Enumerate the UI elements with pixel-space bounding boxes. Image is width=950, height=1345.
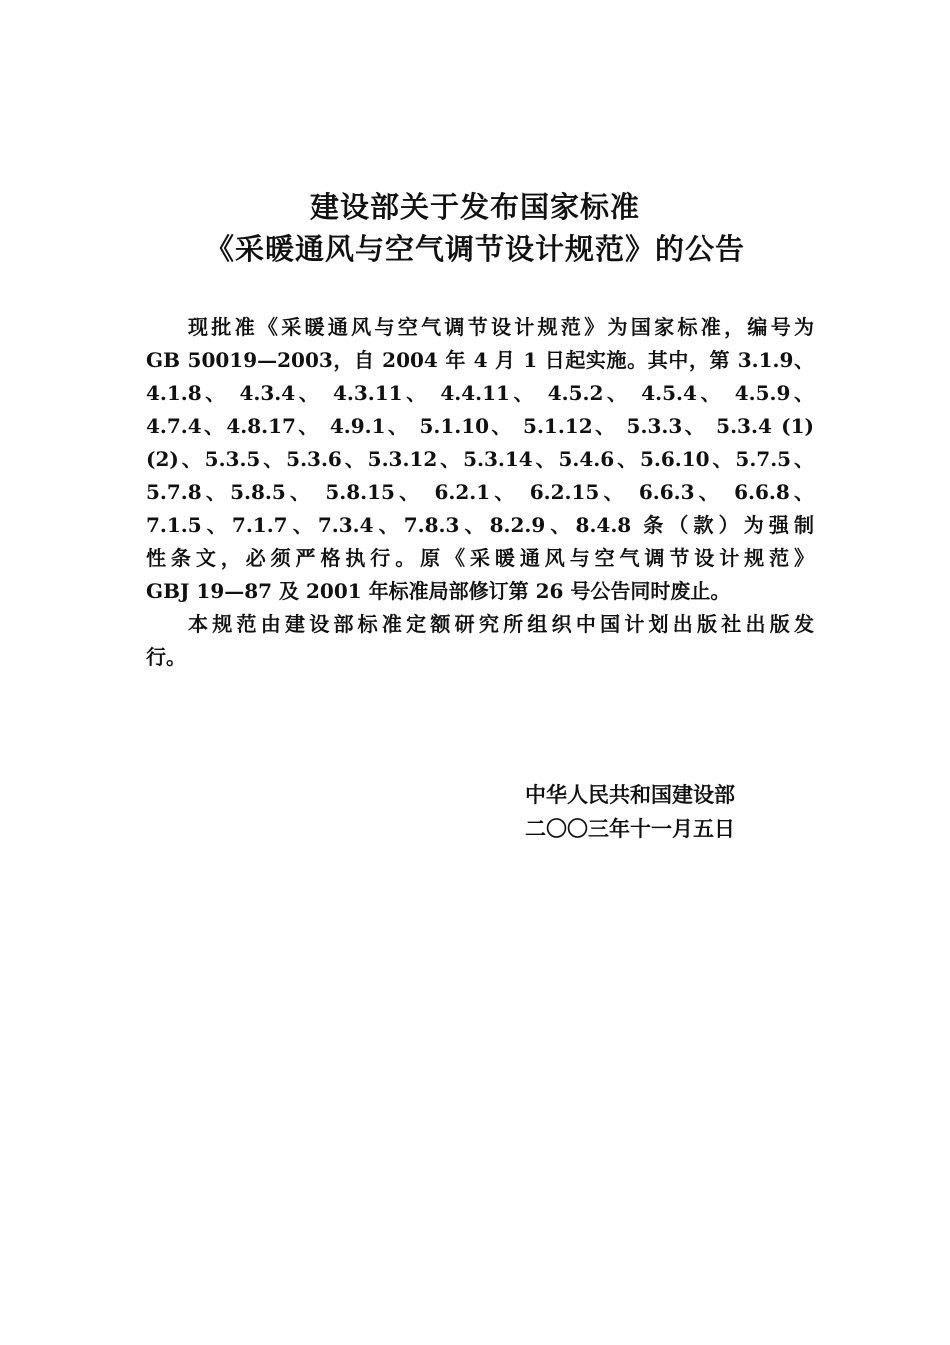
- paragraph-2-line-1: 本规范由建设部标准定额研究所组织中国计划出版社出版发: [188, 612, 814, 636]
- issuer-name: 中华人民共和国建设部: [525, 782, 735, 807]
- signature-block: [525, 778, 805, 846]
- paragraph-1-line-4: 4.7.4、4.8.17、 4.9.1、 5.1.10、 5.1.12、 5.3.3、 5.3.4 (1): [146, 414, 814, 438]
- title-line-2: 《采暖通风与空气调节设计规范》的公告: [204, 232, 745, 266]
- paragraph-1-line-5: (2)、5.3.5、5.3.6、5.3.12、5.3.14、5.4.6、5.6.10、5.7.5、: [146, 447, 814, 471]
- paragraph-1-line-3: 4.1.8、 4.3.4、 4.3.11、 4.4.11、 4.5.2、 4.5.4、 4.5.9、: [146, 381, 814, 405]
- paragraph-1-line-2: GB 50019—2003，自 2004 年 4 月 1 日起实施。其中，第 3.1.9、: [146, 348, 814, 372]
- announcement-body: [146, 311, 814, 674]
- paragraph-1-line-1: 现批准《采暖通风与空气调节设计规范》为国家标准，编号为: [188, 315, 814, 339]
- issue-date: 二〇〇三年十一月五日: [525, 816, 735, 841]
- paragraph-1-line-8: 性条文，必须严格执行。原《采暖通风与空气调节设计规范》: [146, 546, 814, 570]
- paragraph-2-line-2: 行。: [146, 645, 186, 669]
- paragraph-1-line-9: GBJ 19—87 及 2001 年标准局部修订第 26 号公告同时废止。: [146, 579, 731, 603]
- announcement-title: [0, 186, 950, 270]
- paragraph-1-line-6: 5.7.8、5.8.5、 5.8.15、 6.2.1、 6.2.15、 6.6.3、 6.6.8、: [146, 480, 814, 504]
- paragraph-1-line-7: 7.1.5、7.1.7、7.3.4、7.8.3、8.2.9、8.4.8 条（款）为强制: [146, 513, 814, 537]
- title-line-1: 建设部关于发布国家标准: [309, 190, 640, 224]
